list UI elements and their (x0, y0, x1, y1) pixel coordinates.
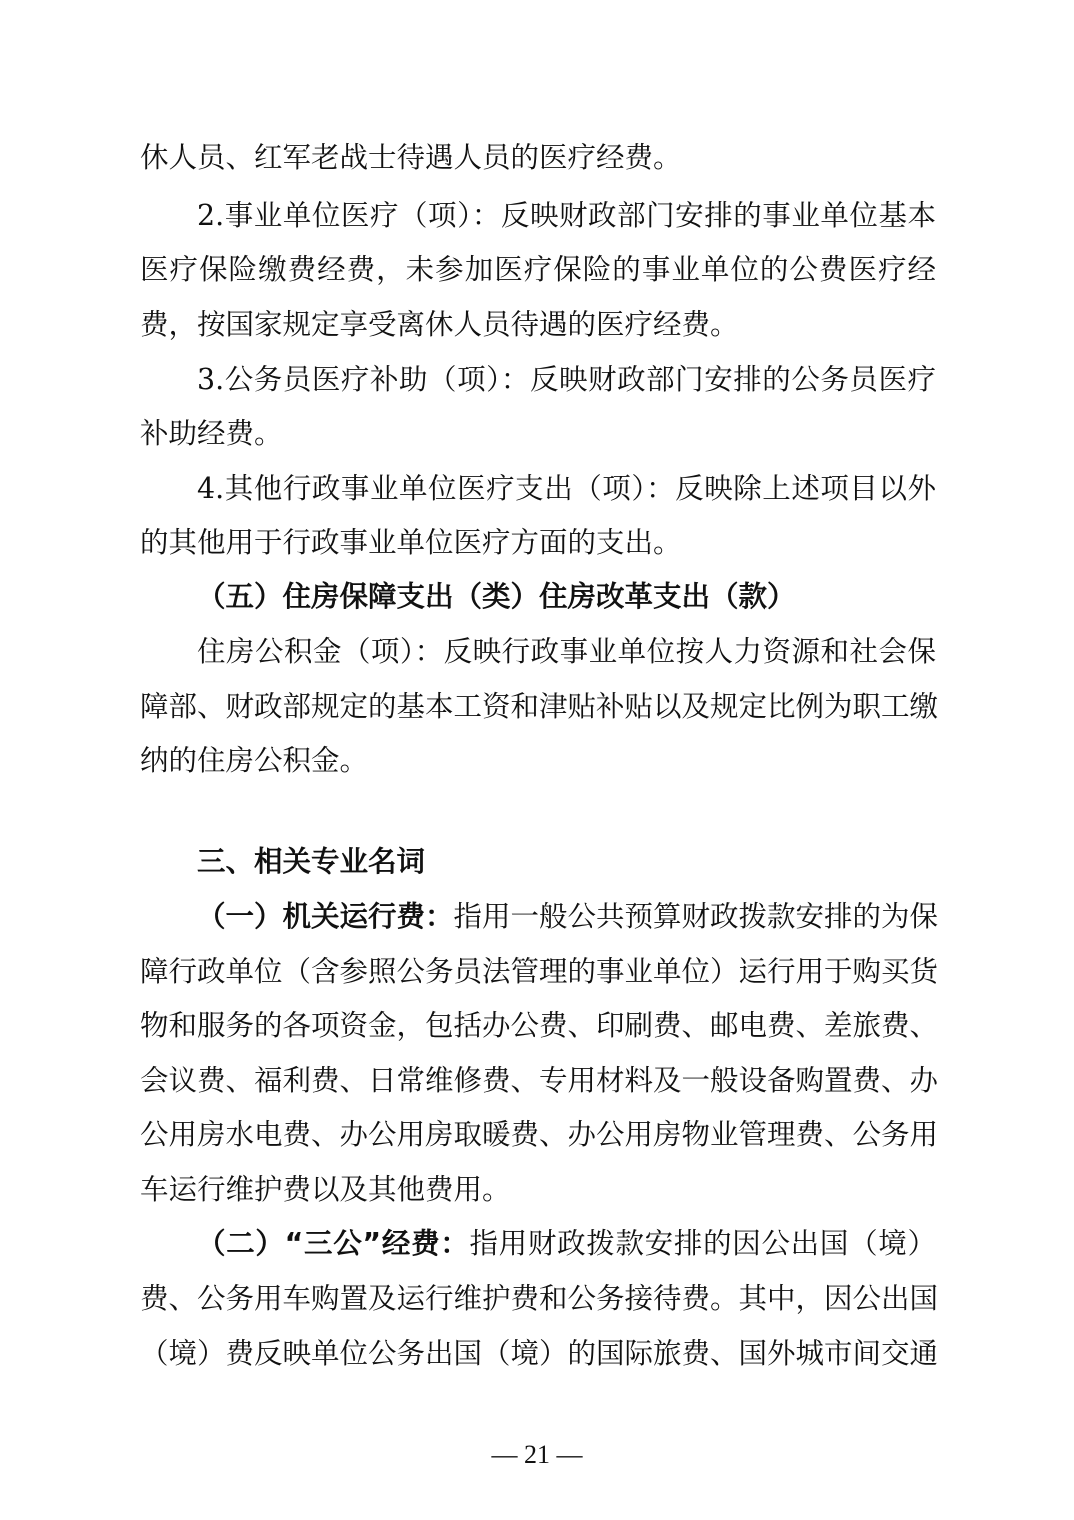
text-segment: 3.公务员医疗补助（项）：反映财政部门安排的公务员医疗 (197, 363, 936, 396)
text-segment: 住房公积金（项）：反映行政事业单位按人力资源和社会保 (197, 635, 936, 668)
text-line (140, 955, 939, 989)
text-line (197, 472, 936, 506)
text-line (140, 526, 936, 560)
text-line (140, 417, 936, 451)
text-segment: 费，按国家规定享受离休人员待遇的医疗经费。 (140, 308, 739, 341)
text-segment: 纳的住房公积金。 (140, 744, 369, 777)
text-segment: 指用一般公共预算财政拨款安排的为保 (453, 900, 939, 933)
text-segment: 休人员、红军老战士待遇人员的医疗经费。 (140, 141, 682, 174)
text-line (197, 845, 936, 879)
bold-heading-text: （五）住房保障支出（类）住房改革支出（款） (197, 580, 796, 613)
text-segment: 的其他用于行政事业单位医疗方面的支出。 (140, 526, 682, 559)
text-line (140, 1337, 939, 1371)
bold-heading-text: 三、相关专业名词 (197, 845, 426, 878)
text-segment: 障行政单位（含参照公务员法管理的事业单位）运行用于购买货 (140, 955, 939, 988)
text-line (197, 363, 936, 397)
text-segment: 2.事业单位医疗（项）：反映财政部门安排的事业单位基本 (197, 199, 936, 232)
text-segment: 障部、财政部规定的基本工资和津贴补贴以及规定比例为职工缴 (140, 690, 939, 723)
text-segment: 医疗保险缴费经费，未参加医疗保险的事业单位的公费医疗经 (140, 253, 936, 286)
text-segment: 补助经费。 (140, 417, 283, 450)
text-segment: 费、公务用车购置及运行维护费和公务接待费。其中，因公出国 (140, 1282, 939, 1315)
text-line (140, 253, 936, 287)
page-number: — 21 — (491, 1440, 583, 1469)
text-line (140, 1118, 939, 1152)
text-segment: 指用财政拨款安排的因公出国（境） (469, 1227, 936, 1260)
text-line (140, 690, 939, 724)
text-line (197, 635, 936, 669)
text-line (197, 1227, 936, 1261)
text-line (140, 141, 936, 175)
text-segment: 车运行维护费以及其他费用。 (140, 1173, 511, 1206)
text-segment: 4.其他行政事业单位医疗支出（项）：反映除上述项目以外 (197, 472, 936, 505)
text-line (140, 1064, 939, 1098)
text-line (140, 308, 936, 342)
text-line (197, 580, 936, 614)
text-line (197, 900, 939, 934)
text-line (140, 1009, 939, 1043)
text-segment: （境）费反映单位公务出国（境）的国际旅费、国外城市间交通 (140, 1337, 939, 1370)
bold-heading-text: （二）“三公”经费： (197, 1227, 470, 1260)
text-line (140, 1282, 939, 1316)
text-line (140, 1173, 936, 1207)
text-segment: 会议费、福利费、日常维修费、专用材料及一般设备购置费、办 (140, 1064, 939, 1097)
text-line (140, 744, 936, 778)
text-line (197, 199, 936, 233)
bold-heading-text: （一）机关运行费： (197, 900, 454, 933)
text-segment: 公用房水电费、办公用房取暖费、办公用房物业管理费、公务用 (140, 1118, 939, 1151)
text-segment: 物和服务的各项资金，包括办公费、印刷费、邮电费、差旅费、 (140, 1009, 939, 1042)
